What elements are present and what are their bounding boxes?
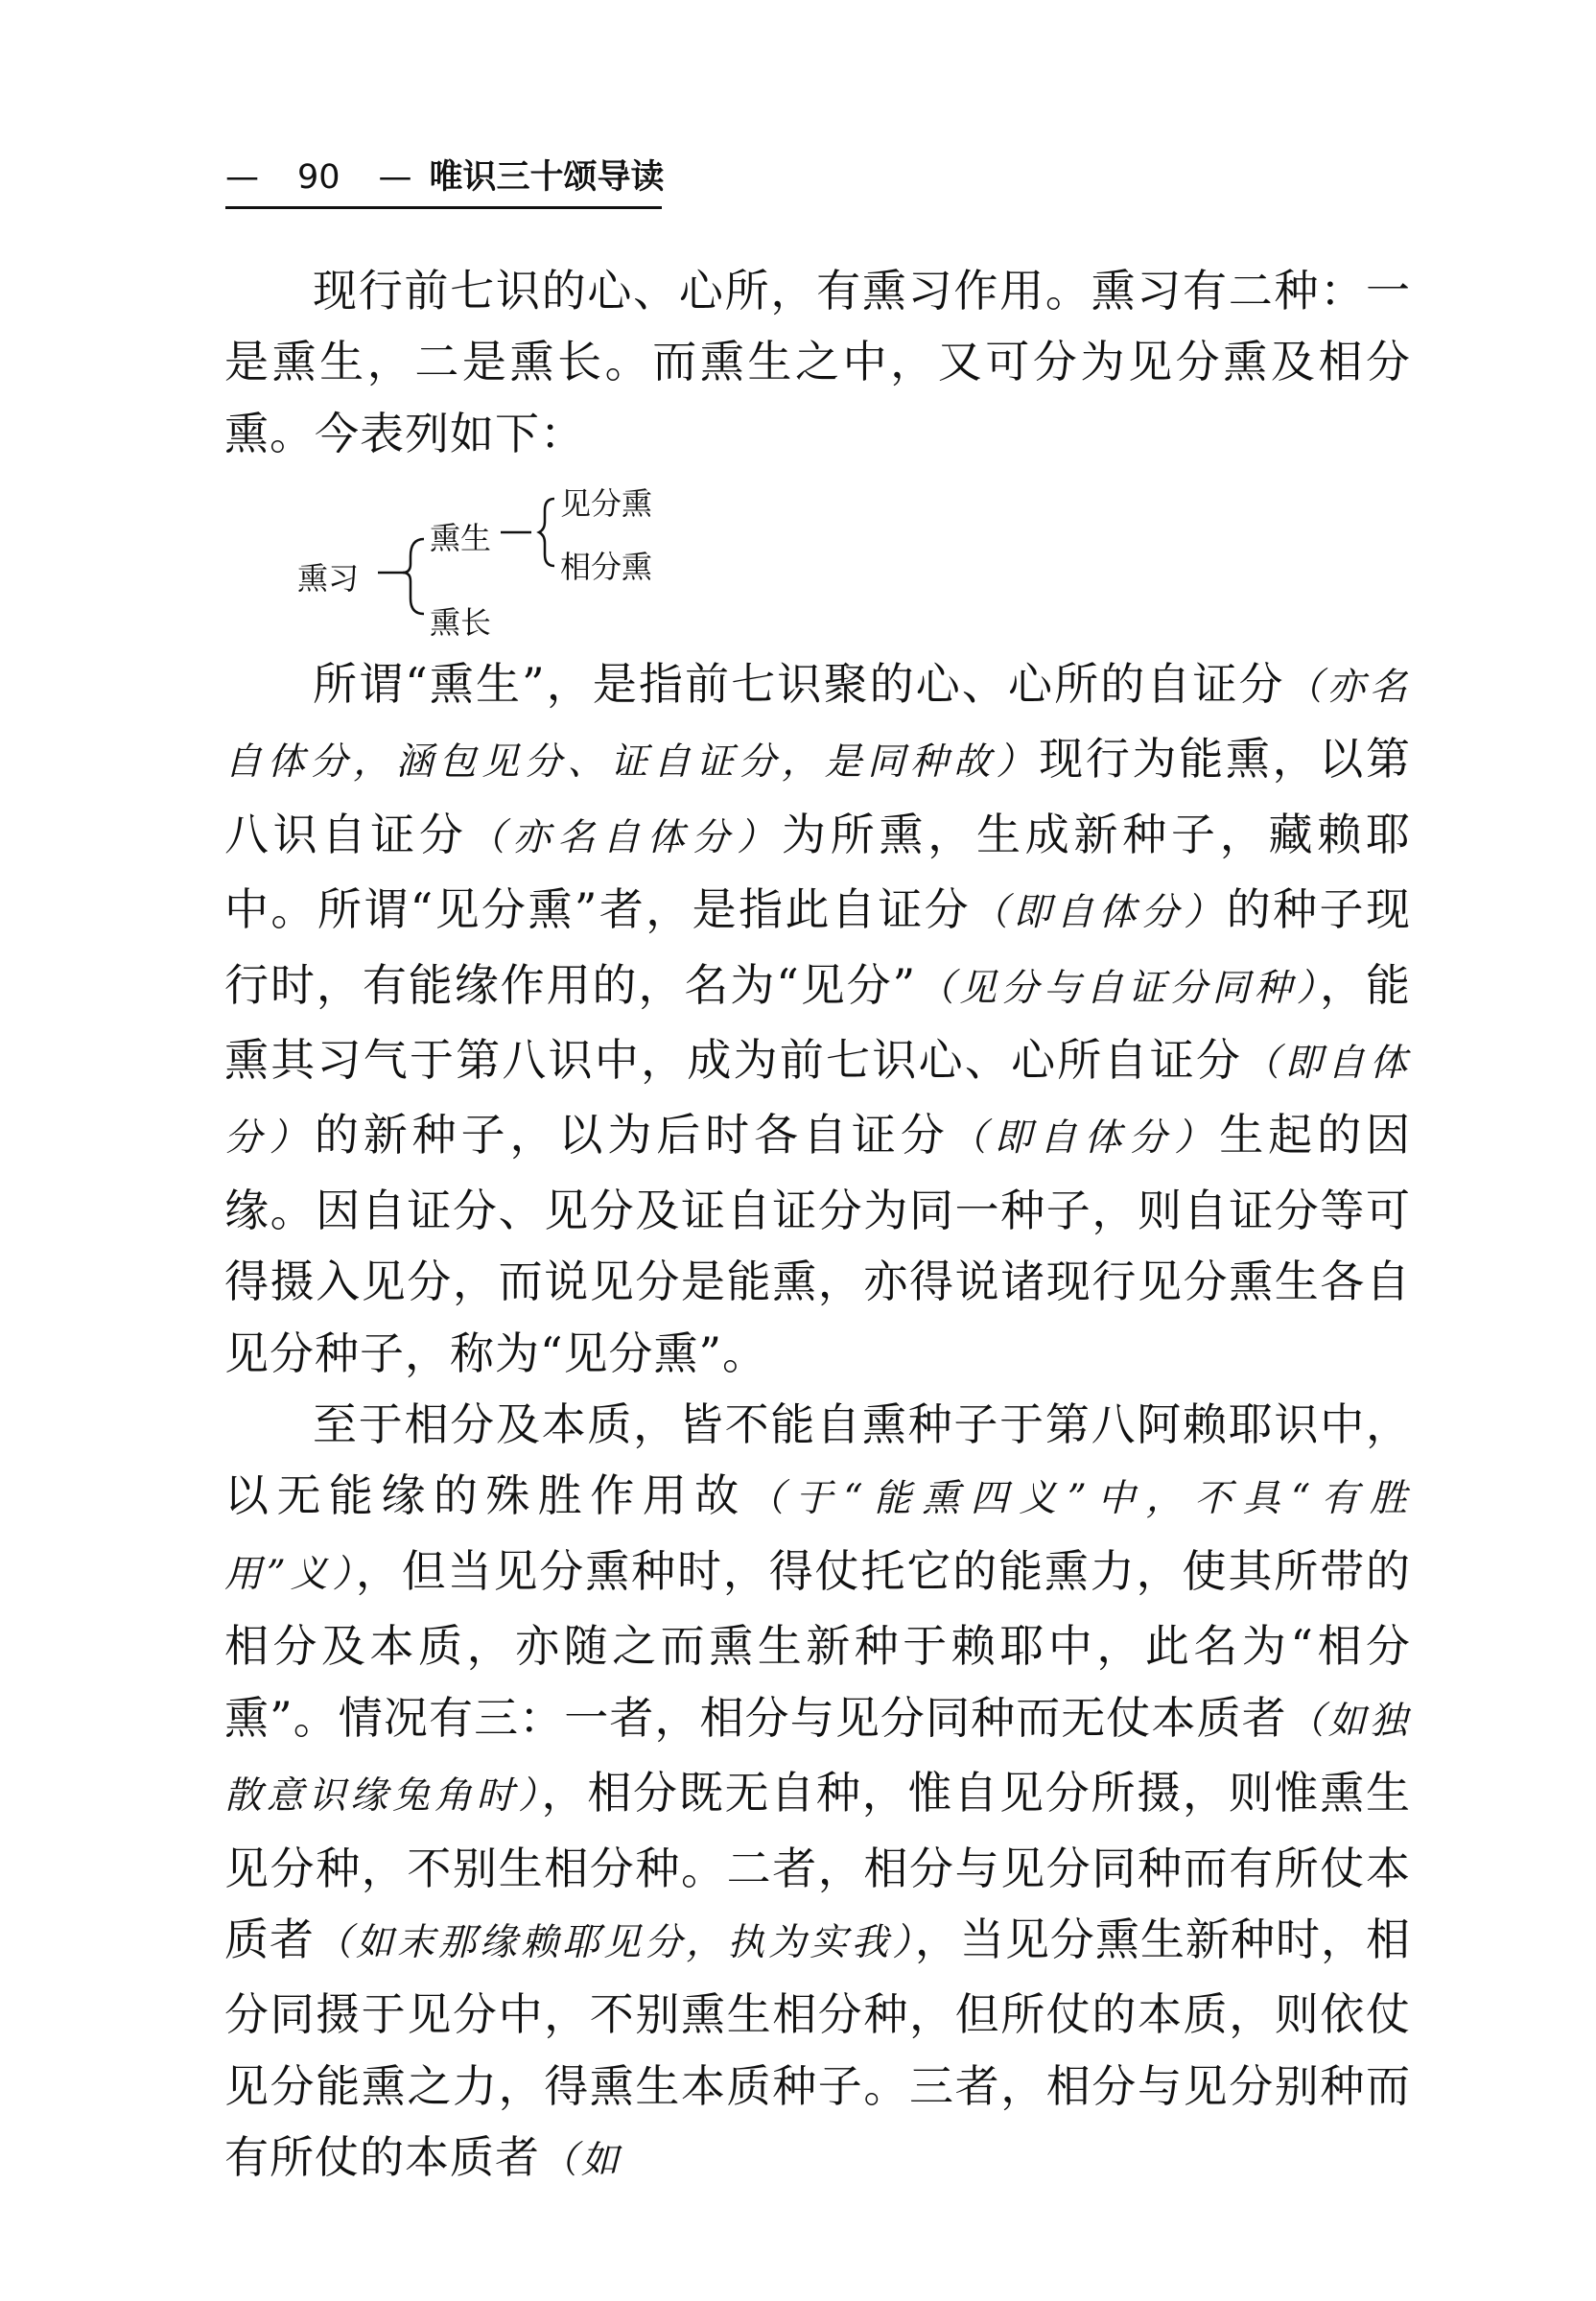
diagram-branch-xunzhang: 熏长 [430, 604, 492, 641]
paragraph-xiangfenxun [224, 1389, 1411, 2196]
header-rule [225, 206, 662, 209]
p1-note-1: （亦名自体分，涵包见分、证自证分，是同种故） [224, 666, 1411, 785]
diagram-root-label: 熏习 [297, 560, 360, 597]
xunxi-diagram [288, 480, 767, 643]
p1-text-2: 现行为能熏，以第八识自证分 [224, 733, 1411, 860]
p2-note-3: （如末那缘赖耶见分，执为实我） [315, 1920, 915, 1964]
book-title: 唯识三十颂导读 [429, 158, 665, 197]
p1-text-6: 的新种子，以为后时各自证分 [314, 1109, 950, 1162]
p1-text-5: ，能熏其习气于第八识中，成为前七识心、心所自证分 [224, 958, 1411, 1087]
header-dash-right: — [378, 158, 412, 197]
p1-text-1: 所谓“熏生”，是指前七识聚的心、心所的自证分 [313, 658, 1285, 710]
p2-text-2: ，但当见分熏种时，得仗托它的能熏力，使其所带的相分及本质，亦随之而熏生新种于赖耶中，此名为“相分熏”。情况有三：一者，相分与见分同种而无仗本质者 [224, 1544, 1411, 1744]
diagram-branch-xunsheng: 熏生 [430, 520, 492, 556]
p1-note-4: （见分与自证分同种） [916, 966, 1321, 1010]
p1-text-3: 为所熏，生成新种子，藏赖耶中。所谓“见分熏”者，是指此自证分 [224, 808, 1411, 936]
p1-note-2: （亦名自体分） [467, 815, 782, 859]
p2-note-1: （于“能熏四义”中，不具“有胜用”义） [224, 1477, 1411, 1596]
header-dash-left: — [225, 158, 259, 197]
p1-text-7: 生起的因缘。因自证分、见分及证自证分为同一种子，则自证分等可得摄入见分，而说见分是能熏，亦得说诸现行见分熏生各自见分种子，称为“见分熏”。 [224, 1109, 1411, 1379]
p1-text-4: 的种子现行时，有能缘作用的，名为“见分” [224, 883, 1411, 1011]
paragraph-xunsheng [224, 648, 1411, 1389]
p2-text-1: 至于相分及本质，皆不能自熏种子于第八阿赖耶识中，以无能缘的殊胜作用故 [224, 1398, 1411, 1522]
diagram-leaf-jianfenxun: 见分熏 [560, 485, 653, 522]
diagram-brackets [288, 480, 767, 643]
p2-note-4: （如 [540, 2139, 623, 2183]
intro-paragraph: 现行前七识的心、心所，有熏习作用。熏习有二种：一是熏生，二是熏长。而熏生之中，又可分为见分熏及相分熏。今表列如下： [224, 265, 1411, 459]
p1-note-5: （即自体分） [224, 1042, 1411, 1161]
diagram-leaf-xiangfenxun: 相分熏 [560, 549, 653, 585]
p2-text-3: ，相分既无自种，惟自见分所摄，则惟熏生见分种，不别生相分种。二者，相分与见分同种而有所仗本质者 [224, 1767, 1411, 1965]
main-text [224, 648, 1411, 2197]
page-number: 90 [297, 158, 340, 197]
intro-block [224, 255, 1411, 469]
p1-note-3: （即自体分） [971, 891, 1227, 935]
p2-note-2: （如独散意识缘兔角时） [224, 1699, 1411, 1819]
p1-note-6: （即自体分） [949, 1116, 1220, 1161]
page-header [225, 153, 665, 201]
p2-text-4: ，当见分熏生新种时，相分同摄于见分中，不别熏生相分种，但所仗的本质，则依仗见分能熏之力，得熏生本质种子。三者，相分与见分别种而有所仗的本质者 [224, 1913, 1412, 2184]
